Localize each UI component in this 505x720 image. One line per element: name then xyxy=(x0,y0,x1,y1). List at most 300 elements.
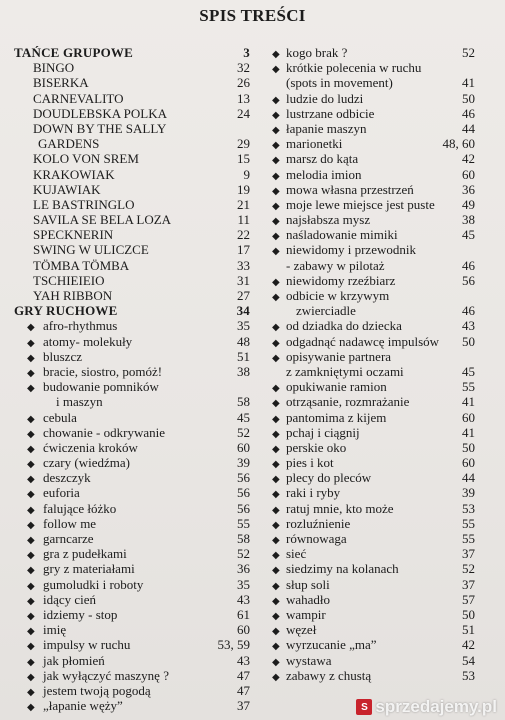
toc-entry-page: 57 xyxy=(462,591,475,607)
toc-entry-page: 38 xyxy=(237,363,250,379)
toc-entry-title: idziemy - stop xyxy=(43,606,118,622)
bullet-icon: ◆ xyxy=(272,656,280,668)
toc-entry xyxy=(14,668,250,683)
toc-entry xyxy=(14,91,250,106)
toc-entry-title: najsłabsza mysz xyxy=(286,212,371,228)
toc-entry-page: 50 xyxy=(462,439,475,455)
toc-entry xyxy=(272,607,475,622)
toc-entry-page: 35 xyxy=(237,318,250,334)
bullet-icon: ◆ xyxy=(27,626,35,638)
toc-entry-title: - zabawy w pilotaż xyxy=(286,257,385,273)
toc-entry-page: 61 xyxy=(237,606,250,622)
toc-entry-title: GARDENS xyxy=(38,136,100,152)
toc-entry xyxy=(272,303,475,318)
toc-entry-page: 58 xyxy=(237,531,250,546)
toc-entry xyxy=(272,91,475,106)
toc-entry-title: idący cień xyxy=(43,591,97,607)
toc-entry-page: 56 xyxy=(237,485,250,501)
toc-entry-page: 45 xyxy=(462,363,475,379)
bullet-icon: ◆ xyxy=(27,671,35,683)
toc-entry-title: (spots in movement) xyxy=(286,75,393,91)
toc-right-column xyxy=(272,45,475,683)
toc-entry xyxy=(14,607,250,622)
toc-entry-title: wampir xyxy=(286,606,326,622)
toc-entry xyxy=(14,227,250,242)
toc-entry xyxy=(272,440,475,455)
toc-entry-title: DOUDLEBSKA POLKA xyxy=(33,105,167,121)
toc-entry-title: „łapanie węży” xyxy=(43,698,123,714)
toc-entry-title: gry z materiałami xyxy=(43,561,135,577)
toc-entry xyxy=(14,258,250,273)
bullet-icon: ◆ xyxy=(272,216,280,228)
toc-entry-page: 44 xyxy=(462,470,475,486)
toc-entry xyxy=(14,455,250,470)
toc-entry xyxy=(14,683,250,698)
toc-entry-title: SPECKNERIN xyxy=(33,227,114,243)
toc-entry xyxy=(14,577,250,592)
toc-entry xyxy=(272,273,475,288)
toc-entry-page: 42 xyxy=(462,151,475,167)
bullet-icon: ◆ xyxy=(27,595,35,607)
bullet-icon: ◆ xyxy=(272,383,280,395)
toc-entry-page: 50 xyxy=(462,90,475,106)
watermark-logo-icon: S xyxy=(356,699,372,715)
toc-entry xyxy=(272,45,475,60)
toc-entry xyxy=(14,45,250,60)
bullet-icon: ◆ xyxy=(27,443,35,455)
toc-entry-title: jestem twoją pogodą xyxy=(43,682,151,698)
bullet-icon: ◆ xyxy=(272,352,280,364)
toc-entry-title: zabawy z chustą xyxy=(286,667,372,683)
toc-entry-title: łapanie maszyn xyxy=(286,120,367,136)
bullet-icon: ◆ xyxy=(272,231,280,243)
toc-entry-title: równowaga xyxy=(286,531,347,546)
toc-entry-title: bracie, siostro, pomóż! xyxy=(43,363,163,379)
bullet-icon: ◆ xyxy=(272,504,280,516)
toc-entry-page: 50 xyxy=(462,606,475,622)
toc-entry-title: GRY RUCHOWE xyxy=(14,303,118,319)
toc-entry xyxy=(14,425,250,440)
bullet-icon: ◆ xyxy=(272,155,280,167)
bullet-icon: ◆ xyxy=(27,383,35,395)
toc-entry xyxy=(14,485,250,500)
toc-entry-title: plecy do pleców xyxy=(286,470,372,486)
toc-entry-title: odgadnąć nadawcę impulsów xyxy=(286,333,440,349)
toc-entry-page: 36 xyxy=(237,561,250,577)
toc-entry-page: 51 xyxy=(237,348,250,364)
toc-entry xyxy=(272,501,475,516)
toc-entry xyxy=(14,394,250,409)
toc-entry-page: 55 xyxy=(462,515,475,531)
toc-entry-page: 31 xyxy=(237,272,250,288)
toc-entry-title: wahadło xyxy=(286,591,331,607)
toc-entry-page: 37 xyxy=(462,576,475,592)
toc-entry-title: rozluźnienie xyxy=(286,515,351,531)
toc-entry-page: 15 xyxy=(237,151,250,167)
toc-entry xyxy=(14,698,250,713)
toc-entry-page: 46 xyxy=(462,257,475,273)
toc-entry-page: 34 xyxy=(236,303,250,319)
toc-entry xyxy=(14,303,250,318)
toc-entry-page: 38 xyxy=(462,212,475,228)
toc-entry-page: 35 xyxy=(237,576,250,592)
toc-entry-title: budowanie pomników xyxy=(43,379,159,395)
toc-entry-title: ratuj mnie, kto może xyxy=(286,500,394,516)
bullet-icon: ◆ xyxy=(27,519,35,531)
toc-entry-page: 39 xyxy=(462,485,475,501)
toc-entry-page: 60 xyxy=(237,622,250,638)
toc-entry-page: 17 xyxy=(237,242,250,258)
toc-entry xyxy=(14,546,250,561)
toc-entry-title: TSCHIEIEIO xyxy=(33,272,105,288)
bullet-icon: ◆ xyxy=(27,413,35,425)
toc-entry xyxy=(14,273,250,288)
toc-entry xyxy=(272,121,475,136)
toc-entry xyxy=(272,106,475,121)
bullet-icon: ◆ xyxy=(272,519,280,531)
toc-entry-title: deszczyk xyxy=(43,470,91,486)
toc-entry-title: pchaj i ciągnij xyxy=(286,424,360,440)
bullet-icon: ◆ xyxy=(27,337,35,349)
toc-entry xyxy=(14,318,250,333)
toc-entry-page: 41 xyxy=(462,424,475,440)
toc-entry-page: 51 xyxy=(462,622,475,638)
toc-entry-title: niewidomy rzeźbiarz xyxy=(286,272,396,288)
toc-entry xyxy=(14,501,250,516)
toc-entry-title: perskie oko xyxy=(286,439,347,455)
toc-entry xyxy=(272,75,475,90)
bullet-icon: ◆ xyxy=(27,656,35,668)
toc-entry-title: atomy- molekuły xyxy=(43,333,133,349)
toc-entry-page: 33 xyxy=(237,257,250,273)
toc-entry-page: 46 xyxy=(462,303,475,319)
bullet-icon: ◆ xyxy=(272,489,280,501)
toc-entry xyxy=(14,379,250,394)
toc-entry-title: garncarze xyxy=(43,531,94,546)
toc-entry-page: 42 xyxy=(462,637,475,653)
toc-entry-title: follow me xyxy=(43,515,97,531)
toc-entry xyxy=(14,106,250,121)
toc-entry-title: gumoludki i roboty xyxy=(43,576,144,592)
toc-entry-page: 44 xyxy=(462,120,475,136)
toc-entry-page: 53 xyxy=(462,500,475,516)
bullet-icon: ◆ xyxy=(272,94,280,106)
bullet-icon: ◆ xyxy=(272,595,280,607)
bullet-icon: ◆ xyxy=(27,322,35,334)
toc-entry xyxy=(272,485,475,500)
toc-entry-page: 56 xyxy=(237,500,250,516)
toc-entry-title: mowa własna przestrzeń xyxy=(286,181,414,197)
bullet-icon: ◆ xyxy=(27,550,35,562)
toc-entry-page: 52 xyxy=(462,45,475,60)
toc-entry-page: 45 xyxy=(237,409,250,425)
toc-entry-page: 46 xyxy=(462,105,475,121)
watermark-text: sprzedajemy.pl xyxy=(375,697,497,716)
toc-entry xyxy=(14,410,250,425)
toc-entry-title: zwierciadle xyxy=(296,303,356,319)
toc-entry-title: słup soli xyxy=(286,576,330,592)
toc-entry-title: marionetki xyxy=(286,136,343,152)
bullet-icon: ◆ xyxy=(272,170,280,182)
toc-entry xyxy=(272,136,475,151)
toc-entry xyxy=(14,212,250,227)
toc-entry xyxy=(272,379,475,394)
toc-entry-page: 29 xyxy=(237,136,250,152)
toc-entry xyxy=(272,516,475,531)
toc-entry-title: LE BASTRINGLO xyxy=(33,196,135,212)
toc-entry-title: pantomima z kijem xyxy=(286,409,387,425)
toc-entry-page: 55 xyxy=(237,515,250,531)
toc-entry-title: z zamkniętymi oczami xyxy=(286,363,404,379)
toc-entry xyxy=(14,197,250,212)
toc-entry xyxy=(14,288,250,303)
toc-entry-page: 32 xyxy=(237,60,250,76)
toc-entry-page: 56 xyxy=(462,272,475,288)
toc-entry-title: moje lewe miejsce jest puste xyxy=(286,196,435,212)
toc-entry-title: melodia imion xyxy=(286,166,362,182)
toc-entry-title: TÖMBA TÖMBA xyxy=(33,257,130,273)
toc-entry-title: SWING W ULICZCE xyxy=(33,242,149,258)
bullet-icon: ◆ xyxy=(27,686,35,698)
toc-entry-title: CARNEVALITO xyxy=(33,90,124,106)
bullet-icon: ◆ xyxy=(272,580,280,592)
toc-entry-page: 45 xyxy=(462,227,475,243)
toc-entry-title: opukiwanie ramion xyxy=(286,379,387,395)
toc-entry-title: chowanie - odkrywanie xyxy=(43,424,166,440)
toc-entry xyxy=(272,167,475,182)
toc-entry-title: niewidomy i przewodnik xyxy=(286,242,416,258)
toc-entry-title: DOWN BY THE SALLY xyxy=(33,120,167,136)
bullet-icon: ◆ xyxy=(272,49,280,60)
toc-entry xyxy=(272,653,475,668)
toc-entry-title: cebula xyxy=(43,409,77,425)
toc-entry xyxy=(14,182,250,197)
toc-entry-page: 24 xyxy=(237,105,250,121)
toc-entry-page: 22 xyxy=(237,227,250,243)
toc-entry-page: 43 xyxy=(237,591,250,607)
toc-entry xyxy=(272,364,475,379)
toc-entry xyxy=(272,531,475,546)
toc-entry-title: odbicie w krzywym xyxy=(286,288,390,303)
toc-entry xyxy=(272,470,475,485)
toc-entry-page: 13 xyxy=(237,90,250,106)
toc-entry-page: 43 xyxy=(462,318,475,334)
toc-entry-page: 36 xyxy=(462,181,475,197)
toc-entry-page: 60 xyxy=(462,166,475,182)
toc-entry-title: lustrzane odbicie xyxy=(286,105,375,121)
toc-entry xyxy=(14,75,250,90)
toc-entry xyxy=(272,592,475,607)
bullet-icon: ◆ xyxy=(272,246,280,258)
bullet-icon: ◆ xyxy=(272,459,280,471)
toc-entry-title: węzeł xyxy=(286,622,317,638)
bullet-icon: ◆ xyxy=(272,474,280,486)
toc-entry-title: kogo brak ? xyxy=(286,45,348,60)
toc-entry-title: KOLO VON SREM xyxy=(33,151,139,167)
toc-entry xyxy=(272,455,475,470)
toc-entry-title: marsz do kąta xyxy=(286,151,359,167)
toc-entry-title: od dziadka do dziecka xyxy=(286,318,402,334)
toc-entry-title: impulsy w ruchu xyxy=(43,637,131,653)
bullet-icon: ◆ xyxy=(272,64,280,76)
toc-entry-page: 37 xyxy=(237,698,250,714)
toc-entry xyxy=(272,212,475,227)
toc-entry-page: 3 xyxy=(243,45,250,60)
toc-entry-page: 53 xyxy=(462,667,475,683)
toc-entry xyxy=(14,242,250,257)
toc-entry xyxy=(272,334,475,349)
bullet-icon: ◆ xyxy=(27,580,35,592)
toc-left-column xyxy=(14,45,250,713)
toc-entry xyxy=(14,167,250,182)
toc-entry xyxy=(272,577,475,592)
toc-entry-title: falujące łóżko xyxy=(43,500,117,516)
toc-entry-page: 50 xyxy=(462,333,475,349)
bullet-icon: ◆ xyxy=(272,535,280,546)
toc-entry-title: krótkie polecenia w ruchu xyxy=(286,60,422,76)
toc-entry-page: 47 xyxy=(237,667,250,683)
toc-entry-page: 52 xyxy=(237,424,250,440)
toc-entry xyxy=(272,182,475,197)
watermark xyxy=(356,697,497,717)
toc-entry-title: ludzie do ludzi xyxy=(286,90,364,106)
bullet-icon: ◆ xyxy=(272,398,280,410)
bullet-icon: ◆ xyxy=(27,641,35,653)
toc-entry xyxy=(272,668,475,683)
toc-entry xyxy=(272,60,475,75)
bullet-icon: ◆ xyxy=(272,200,280,212)
toc-entry-page: 60 xyxy=(237,439,250,455)
toc-entry-title: i maszyn xyxy=(56,394,103,410)
toc-entry xyxy=(272,410,475,425)
toc-entry-title: euforia xyxy=(43,485,80,501)
bullet-icon: ◆ xyxy=(272,276,280,288)
toc-entry xyxy=(14,136,250,151)
toc-entry-title: BISERKA xyxy=(33,75,89,91)
toc-entry-title: opisywanie partnera xyxy=(286,348,392,364)
toc-entry-title: czary (wiedźma) xyxy=(43,455,130,471)
toc-entry-title: jak płomień xyxy=(43,652,105,668)
bullet-icon: ◆ xyxy=(272,413,280,425)
page-title: SPIS TREŚCI xyxy=(199,6,306,25)
toc-entry-page: 54 xyxy=(462,652,475,668)
bullet-icon: ◆ xyxy=(272,550,280,562)
toc-entry xyxy=(272,349,475,364)
toc-entry-page: 9 xyxy=(243,166,250,182)
bullet-icon: ◆ xyxy=(272,671,280,683)
toc-entry-page: 19 xyxy=(237,181,250,197)
bullet-icon: ◆ xyxy=(272,322,280,334)
bullet-icon: ◆ xyxy=(27,702,35,714)
toc-entry-page: 55 xyxy=(462,531,475,546)
bullet-icon: ◆ xyxy=(27,565,35,577)
toc-entry-page: 41 xyxy=(462,75,475,91)
bullet-icon: ◆ xyxy=(272,140,280,152)
toc-entry-page: 49 xyxy=(462,196,475,212)
toc-entry-page: 55 xyxy=(462,379,475,395)
bullet-icon: ◆ xyxy=(27,489,35,501)
bullet-icon: ◆ xyxy=(272,610,280,622)
toc-entry xyxy=(14,349,250,364)
toc-entry-title: bluszcz xyxy=(43,348,82,364)
toc-entry xyxy=(14,151,250,166)
toc-entry-page: 27 xyxy=(237,288,250,303)
toc-entry-page: 60 xyxy=(462,409,475,425)
toc-entry-title: otrząsanie, rozmrażanie xyxy=(286,394,410,410)
toc-entry-page: 48 xyxy=(237,333,250,349)
toc-entry xyxy=(272,227,475,242)
toc-entry-page: 21 xyxy=(237,196,250,212)
bullet-icon: ◆ xyxy=(27,535,35,546)
toc-entry-title: KUJAWIAK xyxy=(33,181,101,197)
toc-entry-page: 41 xyxy=(462,394,475,410)
toc-entry-title: gra z pudełkami xyxy=(43,546,127,562)
toc-entry-page: 58 xyxy=(237,394,250,410)
toc-entry xyxy=(14,561,250,576)
toc-entry xyxy=(14,637,250,652)
toc-entry xyxy=(272,561,475,576)
toc-entry xyxy=(14,653,250,668)
toc-entry xyxy=(272,288,475,303)
bullet-icon: ◆ xyxy=(27,459,35,471)
bullet-icon: ◆ xyxy=(27,474,35,486)
toc-entry xyxy=(14,470,250,485)
toc-entry xyxy=(14,592,250,607)
bullet-icon: ◆ xyxy=(272,565,280,577)
toc-entry-page: 43 xyxy=(237,652,250,668)
toc-entry xyxy=(272,394,475,409)
toc-entry-title: TAŃCE GRUPOWE xyxy=(14,45,134,60)
bullet-icon: ◆ xyxy=(272,337,280,349)
toc-entry-title: ćwiczenia kroków xyxy=(43,439,138,455)
toc-entry-title: wystawa xyxy=(286,652,332,668)
toc-entry xyxy=(272,197,475,212)
bullet-icon: ◆ xyxy=(27,504,35,516)
toc-entry-page: 53, 59 xyxy=(217,637,250,653)
bullet-icon: ◆ xyxy=(27,610,35,622)
toc-entry xyxy=(14,516,250,531)
toc-entry-page: 37 xyxy=(462,546,475,562)
toc-entry-title: sieć xyxy=(286,546,307,562)
bullet-icon: ◆ xyxy=(272,124,280,136)
bullet-icon: ◆ xyxy=(27,428,35,440)
toc-entry-title: KRAKOWIAK xyxy=(33,166,115,182)
toc-entry-page: 56 xyxy=(237,470,250,486)
toc-entry-page: 26 xyxy=(237,75,250,91)
toc-entry-page: 60 xyxy=(462,455,475,471)
toc-entry-title: raki i ryby xyxy=(286,485,341,501)
toc-entry xyxy=(14,440,250,455)
toc-entry-title: jak wyłączyć maszynę ? xyxy=(43,667,169,683)
toc-entry xyxy=(272,258,475,273)
bullet-icon: ◆ xyxy=(272,292,280,303)
toc-entry-title: BINGO xyxy=(33,60,75,76)
toc-entry-title: siedzimy na kolanach xyxy=(286,561,399,577)
toc-entry xyxy=(14,121,250,136)
toc-entry xyxy=(272,242,475,257)
toc-entry xyxy=(14,364,250,379)
toc-entry xyxy=(272,622,475,637)
toc-entry-title: pies i kot xyxy=(286,455,334,471)
bullet-icon: ◆ xyxy=(27,367,35,379)
toc-entry xyxy=(272,425,475,440)
bullet-icon: ◆ xyxy=(272,626,280,638)
toc-entry-page: 39 xyxy=(237,455,250,471)
bullet-icon: ◆ xyxy=(272,641,280,653)
toc-entry-title: imię xyxy=(43,622,67,638)
toc-entry-page: 52 xyxy=(462,561,475,577)
toc-entry xyxy=(14,334,250,349)
